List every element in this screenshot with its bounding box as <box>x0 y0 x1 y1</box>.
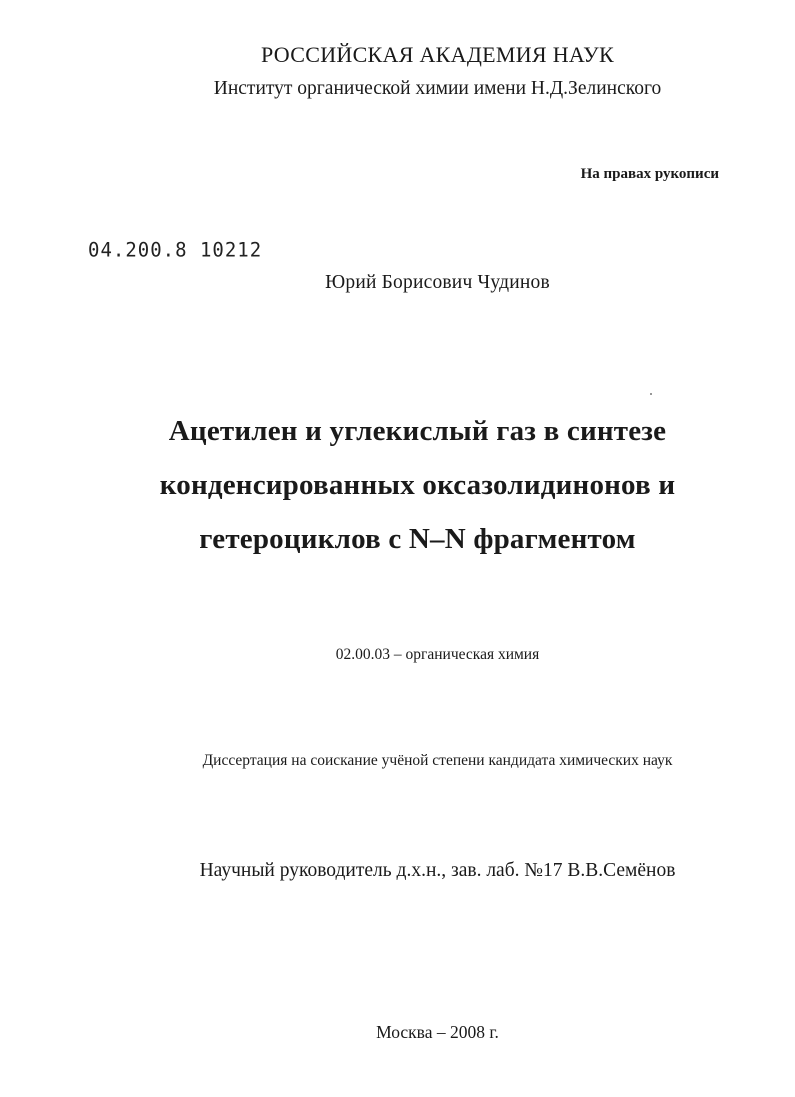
title-line-2: конденсированных оксазолидинонов и <box>159 469 676 501</box>
scientific-supervisor: Научный руководитель д.х.н., зав. лаб. №17 В.В.Семёнов <box>199 860 676 881</box>
academy-name: РОССИЙСКАЯ АКАДЕМИЯ НАУК <box>260 42 614 67</box>
institute-name: Институт органической химии имени Н.Д.Зелинского <box>213 78 662 99</box>
title-line-1: Ацетилен и углекислый газ в синтезе <box>168 415 667 447</box>
dissertation-title <box>0 404 795 566</box>
manuscript-rights-note: На правах рукописи <box>580 166 719 182</box>
specialty-code: 02.00.03 – органическая химия <box>335 646 540 663</box>
city-and-year: Москва – 2008 г. <box>376 1022 499 1042</box>
author-name: Юрий Борисович Чудинов <box>325 272 550 293</box>
title-line-3: гетероциклов с N–N фрагментом <box>199 523 636 555</box>
dissertation-purpose: Диссертация на соискание учёной степени кандидата химических наук <box>202 752 673 769</box>
library-stamp-number: 04.200.8 10212 <box>88 238 263 262</box>
scan-speck <box>650 393 652 395</box>
